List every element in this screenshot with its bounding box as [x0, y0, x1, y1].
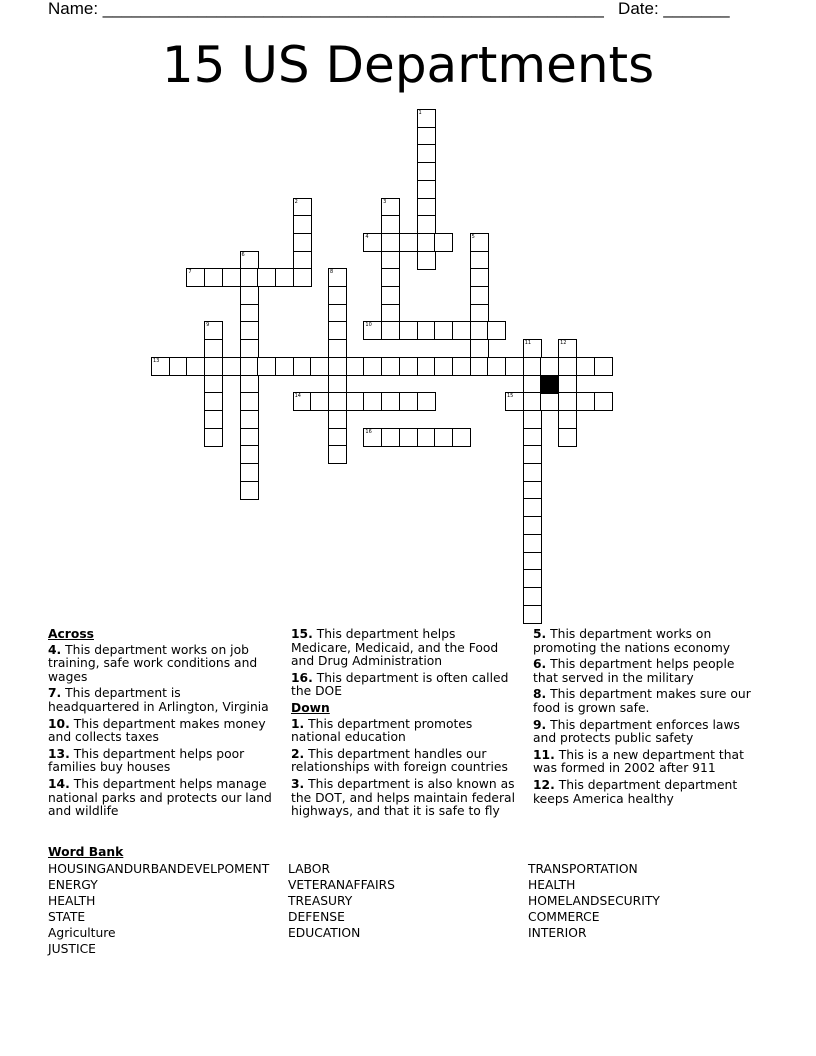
date-line[interactable]: _______	[663, 0, 730, 18]
word-bank-column-3	[528, 861, 660, 941]
clue-down-6: 6. This department helps people that served in the military	[533, 657, 735, 685]
clue-number: 16	[365, 428, 372, 435]
crossword-cell[interactable]	[523, 375, 542, 394]
crossword-cell[interactable]	[310, 357, 329, 376]
crossword-cell[interactable]	[523, 481, 542, 500]
name-label: Name:	[48, 0, 103, 18]
crossword-cell[interactable]	[346, 392, 365, 411]
crossword-cell[interactable]	[328, 286, 347, 305]
crossword-cell[interactable]	[523, 339, 542, 358]
clue-across-16: 16. This department is often called the DOE	[291, 670, 509, 699]
crossword-cell[interactable]	[523, 410, 542, 429]
crossword-cell[interactable]	[257, 268, 276, 287]
crossword-cell[interactable]	[487, 321, 506, 340]
crossword-cell[interactable]	[328, 339, 347, 358]
clue-down-2: 2. This department handles our relationships with foreign countries	[291, 746, 508, 775]
crossword-cell[interactable]	[417, 233, 436, 252]
clue-number: 15	[507, 393, 514, 400]
crossword-cell[interactable]	[470, 286, 489, 305]
crossword-cell[interactable]	[523, 498, 542, 517]
crossword-cell[interactable]	[452, 321, 471, 340]
crossword-cell[interactable]	[381, 357, 400, 376]
page-title: 15 US Departments	[161, 36, 655, 94]
word-bank-item: JUSTICE	[48, 942, 96, 957]
clue-number: 8	[330, 269, 334, 276]
crossword-cell[interactable]	[293, 392, 312, 411]
clues-column-1	[48, 628, 276, 822]
crossword-cell[interactable]	[328, 428, 347, 447]
clue-number: 12	[560, 340, 567, 347]
crossword-cell[interactable]	[399, 321, 418, 340]
crossword-cell[interactable]	[222, 268, 241, 287]
crossword-cell[interactable]	[558, 357, 577, 376]
crossword-cell[interactable]	[204, 428, 223, 447]
word-bank-item: Agriculture	[48, 926, 116, 941]
word-bank-heading: Word Bank	[48, 845, 124, 859]
crossword-cell[interactable]	[523, 463, 542, 482]
crossword-cell[interactable]	[523, 445, 542, 464]
crossword-cell[interactable]	[381, 321, 400, 340]
clue-number: 11	[524, 340, 532, 347]
crossword-cell[interactable]	[240, 428, 259, 447]
clue-number: 1	[418, 110, 422, 116]
crossword-cell[interactable]	[240, 357, 259, 376]
crossword-cell[interactable]	[381, 392, 400, 411]
crossword-cell[interactable]	[576, 392, 595, 411]
crossword-cell[interactable]	[417, 392, 436, 411]
clue-down-1: 1. This department promotes national education	[291, 716, 473, 745]
crossword-cell[interactable]	[540, 357, 559, 376]
crossword-cell[interactable]	[275, 357, 294, 376]
word-bank-item: HEALTH	[48, 894, 96, 909]
crossword-cell[interactable]	[417, 357, 436, 376]
word-bank-item: EDUCATION	[288, 926, 361, 941]
crossword-cell[interactable]	[417, 127, 436, 146]
crossword-cell[interactable]	[363, 233, 382, 252]
crossword-cell[interactable]	[576, 357, 595, 376]
crossword-cell[interactable]	[328, 357, 347, 376]
crossword-cell[interactable]	[240, 445, 259, 464]
crossword-cell[interactable]	[204, 392, 223, 411]
crossword-cell[interactable]	[470, 251, 489, 270]
crossword-cell[interactable]	[417, 215, 436, 234]
crossword-cell[interactable]	[417, 251, 436, 270]
crossword-cell[interactable]	[328, 268, 347, 287]
crossword-cell[interactable]	[558, 375, 577, 394]
across-heading: Across	[48, 627, 94, 641]
crossword-cell[interactable]	[204, 268, 223, 287]
crossword-cell[interactable]	[240, 392, 259, 411]
crossword-cell[interactable]	[523, 605, 542, 624]
crossword-cell[interactable]	[204, 339, 223, 358]
crossword-cell[interactable]	[240, 321, 259, 340]
clue-number: 3	[383, 198, 387, 205]
crossword-cell[interactable]	[523, 552, 542, 571]
crossword-cell[interactable]	[594, 357, 613, 376]
crossword-cell[interactable]	[399, 357, 418, 376]
crossword-cell[interactable]	[186, 268, 205, 287]
word-bank-item: HOMELANDSECURITY	[528, 894, 660, 909]
clue-number: 9	[206, 322, 210, 329]
crossword-cell[interactable]	[381, 251, 400, 270]
clue-across-15: 15. This department helps Medicare, Medicaid, and the Food and Drug Administration	[291, 627, 499, 669]
crossword-cell[interactable]	[523, 587, 542, 606]
crossword-cell[interactable]	[434, 357, 453, 376]
crossword-cell[interactable]	[417, 321, 436, 340]
clue-across-10: 10. This department makes money and collects taxes	[48, 716, 266, 745]
crossword-cell[interactable]	[293, 251, 312, 270]
word-bank-item: TRANSPORTATION	[528, 862, 638, 876]
crossword-cell[interactable]	[151, 357, 170, 376]
crossword-cell[interactable]	[523, 392, 542, 411]
crossword-cell[interactable]	[186, 357, 205, 376]
crossword-cell[interactable]	[399, 392, 418, 411]
crossword-cell[interactable]	[328, 410, 347, 429]
word-bank-item: HOUSINGANDURBANDEVELPOMENT	[48, 862, 270, 876]
crossword-cell[interactable]	[293, 357, 312, 376]
crossword-cell[interactable]	[470, 304, 489, 323]
crossword-cell[interactable]	[487, 357, 506, 376]
crossword-cell[interactable]	[240, 251, 259, 270]
crossword-cell[interactable]	[452, 357, 471, 376]
crossword-cell[interactable]	[310, 392, 329, 411]
crossword-black-cell	[540, 375, 559, 394]
clue-down-9: 9. This department enforces laws and protects public safety	[533, 717, 740, 746]
crossword-cell[interactable]	[293, 198, 312, 217]
crossword-cell[interactable]	[293, 268, 312, 287]
crossword-cell[interactable]	[240, 286, 259, 305]
crossword-cell[interactable]	[417, 428, 436, 447]
clue-number: 4	[365, 233, 369, 240]
crossword-cell[interactable]	[240, 410, 259, 429]
clue-across-13: 13. This department helps poor families buy houses	[48, 746, 245, 775]
crossword-cell[interactable]	[240, 375, 259, 394]
word-bank-item: VETERANAFFAIRS	[288, 878, 395, 893]
clue-number: 10	[365, 322, 372, 329]
crossword-cell[interactable]	[523, 534, 542, 553]
crossword-cell[interactable]	[558, 410, 577, 429]
crossword-cell[interactable]	[328, 445, 347, 464]
word-bank-item: ENERGY	[48, 878, 98, 893]
crossword-cell[interactable]	[452, 428, 471, 447]
crossword-cell[interactable]	[417, 162, 436, 181]
crossword-cell[interactable]	[363, 357, 382, 376]
crossword-cell[interactable]	[222, 357, 241, 376]
word-bank-column-2	[288, 861, 395, 941]
clue-across-4: 4. This department works on job training, safe work conditions and wages	[48, 642, 258, 684]
crossword-cell[interactable]	[240, 304, 259, 323]
clue-across-14: 14. This department helps manage national parks and protects our land and wildlife	[48, 776, 272, 819]
word-bank-item: HEALTH	[528, 878, 576, 893]
clue-number: 6	[241, 251, 245, 258]
crossword-cell[interactable]	[417, 109, 436, 128]
crossword-cell[interactable]	[257, 357, 276, 376]
date-label: Date:	[603, 0, 664, 18]
crossword-cell[interactable]	[293, 233, 312, 252]
clue-down-11: 11. This is a new department that was formed in 2002 after 911	[533, 747, 744, 776]
crossword-cell[interactable]	[434, 321, 453, 340]
crossword-cell[interactable]	[240, 481, 259, 500]
name-line[interactable]: _____________________________________________________	[102, 0, 604, 18]
crossword-cell[interactable]	[204, 321, 223, 340]
crossword-cell[interactable]	[470, 357, 489, 376]
crossword-cell[interactable]	[169, 357, 188, 376]
word-bank-item: STATE	[48, 910, 86, 925]
clue-down-8: 8. This department makes sure our food is grown safe.	[533, 687, 751, 715]
crossword-cell[interactable]	[363, 321, 382, 340]
crossword-cell[interactable]	[523, 428, 542, 447]
crossword-cell[interactable]	[523, 569, 542, 588]
crossword-cell[interactable]	[381, 286, 400, 305]
clue-down-5: 5. This department works on promoting the nations economy	[533, 627, 731, 655]
crossword-cell[interactable]	[594, 392, 613, 411]
word-bank-item: INTERIOR	[528, 926, 587, 941]
crossword-cell[interactable]	[204, 375, 223, 394]
clue-number: 14	[294, 393, 301, 400]
crossword-cell[interactable]	[293, 215, 312, 234]
crossword-cell[interactable]	[417, 198, 436, 217]
crossword-cell[interactable]	[470, 339, 489, 358]
crossword-cell[interactable]	[523, 357, 542, 376]
crossword-cell[interactable]	[381, 198, 400, 217]
crossword-cell[interactable]	[275, 268, 294, 287]
clues-column-2	[291, 628, 519, 822]
clue-down-3: 3. This department is also known as the DOT, and helps maintain federal highways, and that it is safe to fly	[291, 776, 515, 819]
word-bank-item: TREASURY	[288, 894, 353, 909]
crossword-cell[interactable]	[523, 516, 542, 535]
crossword-cell[interactable]	[558, 339, 577, 358]
word-bank-item: LABOR	[288, 862, 330, 876]
crossword-cell[interactable]	[328, 375, 347, 394]
crossword-cell[interactable]	[434, 428, 453, 447]
crossword-cell[interactable]	[204, 357, 223, 376]
clue-number: 5	[471, 233, 475, 240]
crossword-cell[interactable]	[381, 304, 400, 323]
crossword-cell[interactable]	[346, 357, 365, 376]
crossword-cell[interactable]	[558, 392, 577, 411]
crossword-cell[interactable]	[381, 215, 400, 234]
crossword-cell[interactable]	[470, 268, 489, 287]
crossword-cell[interactable]	[204, 410, 223, 429]
word-bank-item: COMMERCE	[528, 910, 600, 925]
clue-number: 13	[153, 357, 160, 364]
crossword-cell[interactable]	[381, 428, 400, 447]
crossword-cell[interactable]	[381, 233, 400, 252]
crossword-cell[interactable]	[505, 357, 524, 376]
crossword-cell[interactable]	[240, 268, 259, 287]
crossword-cell[interactable]	[328, 321, 347, 340]
crossword-cell[interactable]	[540, 392, 559, 411]
word-bank-column-1	[48, 861, 269, 958]
crossword-cell[interactable]	[240, 339, 259, 358]
crossword-cell[interactable]	[470, 321, 489, 340]
crossword-cell[interactable]	[434, 233, 453, 252]
crossword-cell[interactable]	[399, 233, 418, 252]
crossword-cell[interactable]	[328, 304, 347, 323]
crossword-cell[interactable]	[470, 233, 489, 252]
clue-across-7: 7. This department is headquartered in Arlington, Virginia	[48, 686, 269, 714]
crossword-cell[interactable]	[240, 463, 259, 482]
crossword-cell[interactable]	[505, 392, 524, 411]
clue-down-12: 12. This department department keeps America healthy	[533, 777, 738, 806]
crossword-cell[interactable]	[399, 428, 418, 447]
crossword-cell[interactable]	[328, 392, 347, 411]
clue-number: 2	[294, 198, 298, 205]
crossword-cell[interactable]	[381, 268, 400, 287]
clue-number: 7	[188, 269, 192, 276]
crossword-cell[interactable]	[417, 144, 436, 163]
clues-column-3	[533, 628, 761, 809]
crossword-cell[interactable]	[558, 428, 577, 447]
word-bank-item: DEFENSE	[288, 910, 345, 925]
crossword-cell[interactable]	[417, 180, 436, 199]
crossword-cell[interactable]	[363, 392, 382, 411]
down-heading: Down	[291, 700, 330, 715]
crossword-cell[interactable]	[363, 428, 382, 447]
